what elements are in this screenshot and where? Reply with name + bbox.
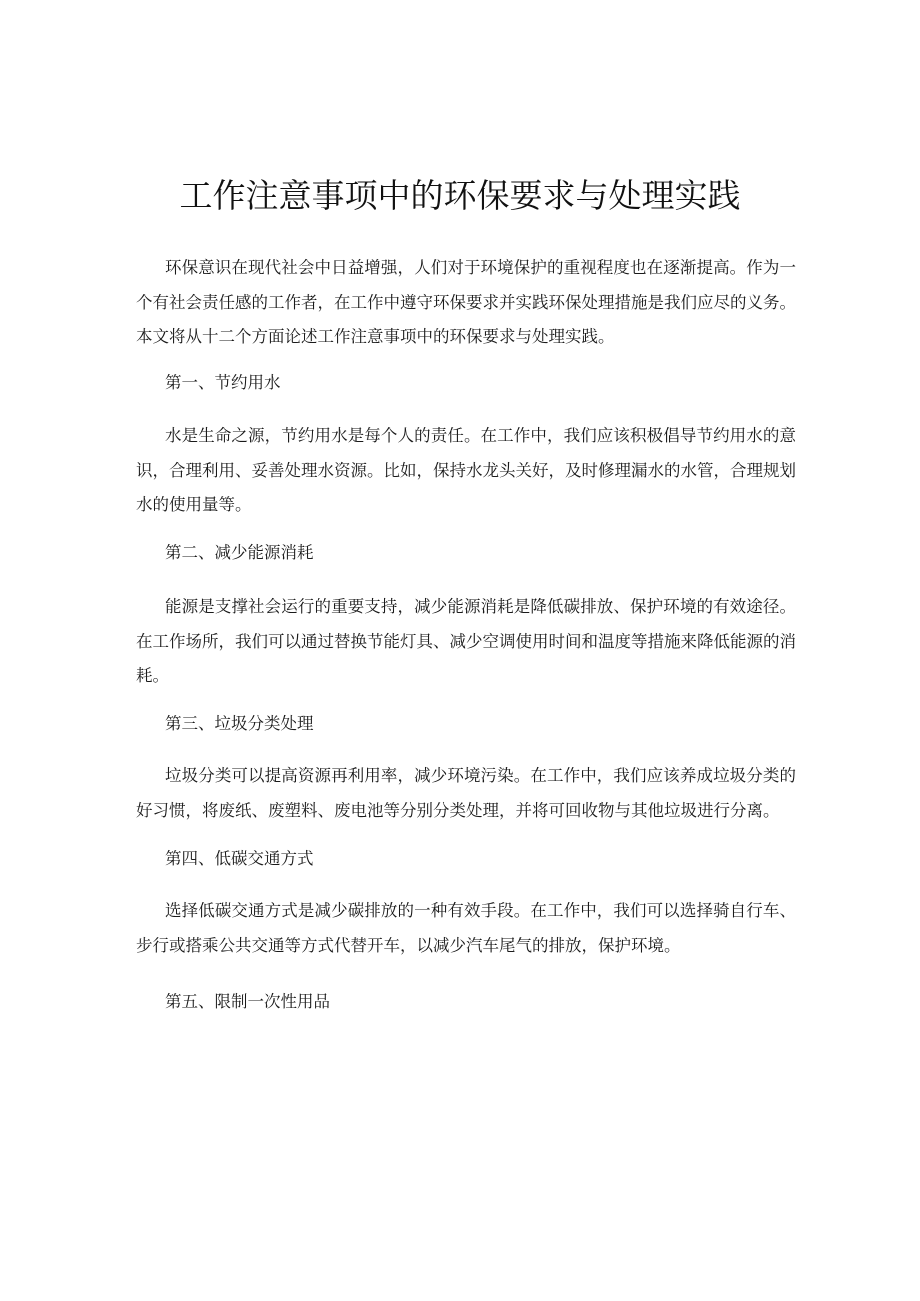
intro-paragraph: 环保意识在现代社会中日益增强，人们对于环境保护的重视程度也在逐渐提高。作为一个有社会责任感的工作者，在工作中遵守环保要求并实践环保处理措施是我们应尽的义务。本文将从十二个方面论述工作注意事项中的环保要求与处理实践。: [136, 258, 796, 346]
section-2-body: [136, 590, 796, 694]
section-heading: 第一、节约用水: [165, 373, 281, 392]
section-4: [136, 842, 796, 877]
section-5: [136, 985, 796, 1020]
section-1: [136, 366, 796, 401]
intro-block: [136, 251, 796, 355]
section-paragraph: 能源是支撑社会运行的重要支持，减少能源消耗是降低碳排放、保护环境的有效途径。在工作场所，我们可以通过替换节能灯具、减少空调使用时间和温度等措施来降低能源的消耗。: [136, 597, 796, 685]
document-title: 工作注意事项中的环保要求与处理实践: [179, 176, 741, 215]
section-3: [136, 707, 796, 742]
section-2: [136, 536, 796, 571]
section-paragraph: 垃圾分类可以提高资源再利用率，减少环境污染。在工作中，我们应该养成垃圾分类的好习惯，将废纸、废塑料、废电池等分别分类处理，并将可回收物与其他垃圾进行分离。: [136, 766, 796, 820]
section-4-body: [136, 894, 796, 963]
section-heading: 第五、限制一次性用品: [165, 992, 330, 1011]
section-heading: 第三、垃圾分类处理: [165, 714, 314, 733]
section-1-body: [136, 419, 796, 523]
section-heading: 第二、减少能源消耗: [165, 543, 314, 562]
section-paragraph: 水是生命之源，节约用水是每个人的责任。在工作中，我们应该积极倡导节约用水的意识，合理利用、妥善处理水资源。比如，保持水龙头关好，及时修理漏水的水管，合理规划水的使用量等。: [136, 426, 796, 514]
section-3-body: [136, 759, 796, 828]
section-heading: 第四、低碳交通方式: [165, 849, 314, 868]
section-paragraph: 选择低碳交通方式是减少碳排放的一种有效手段。在工作中，我们可以选择骑自行车、步行或搭乘公共交通等方式代替开车，以减少汽车尾气的排放，保护环境。: [136, 901, 796, 955]
